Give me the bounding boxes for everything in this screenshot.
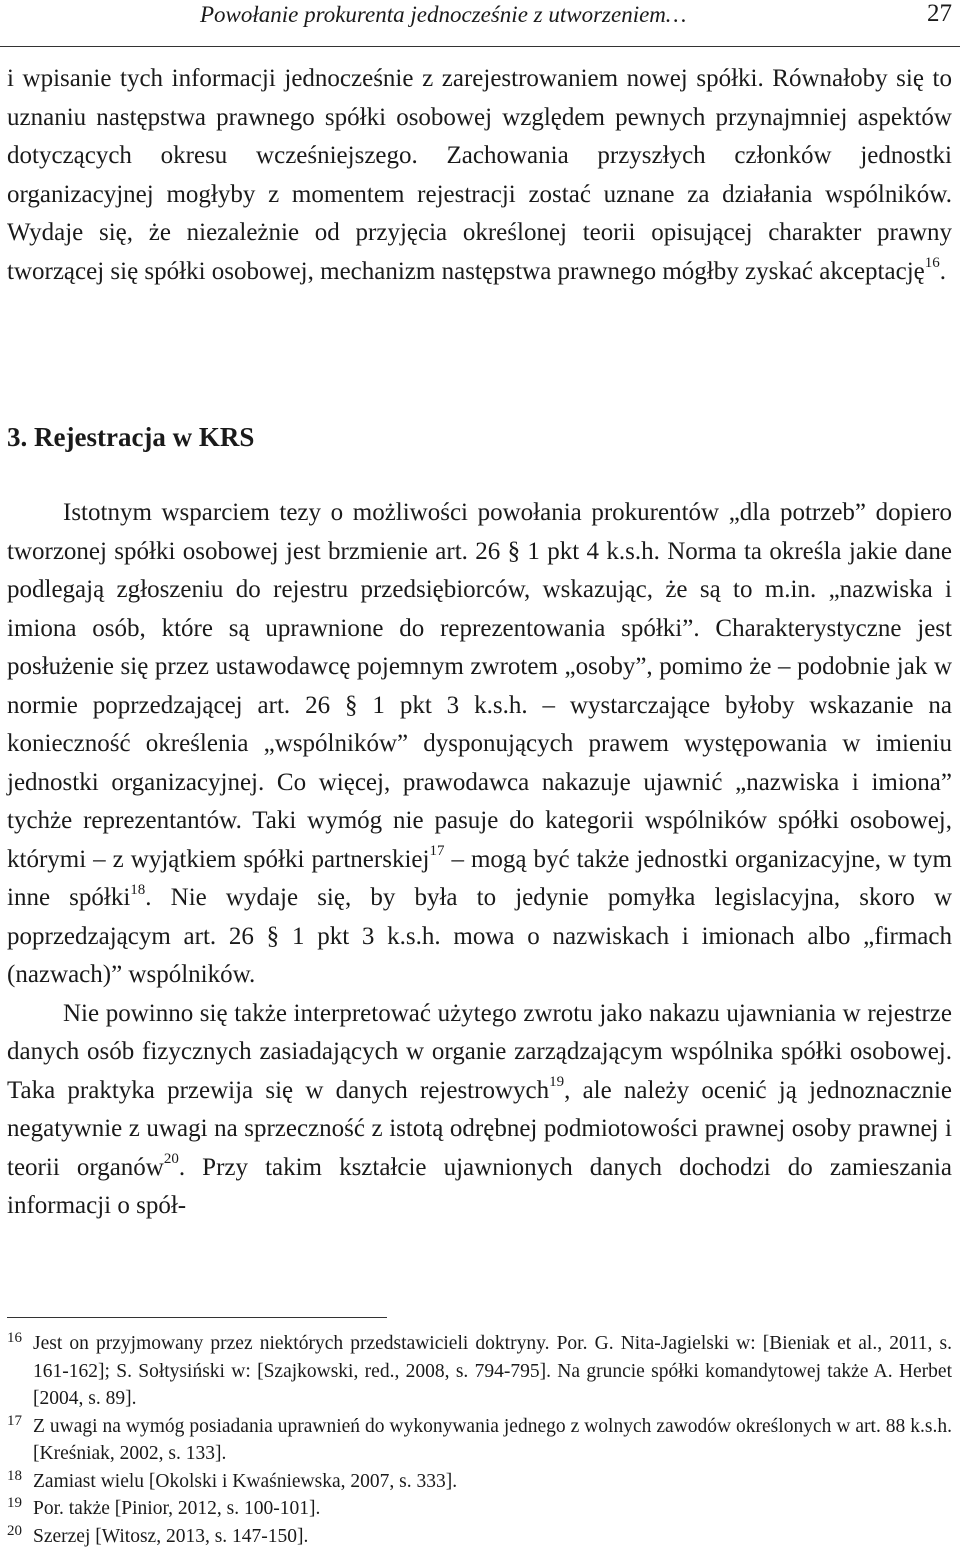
footnotes <box>7 1330 952 1550</box>
footnote-18 <box>7 1468 952 1496</box>
footnote-19 <box>7 1495 952 1523</box>
footnote-ref-16[interactable]: 16 <box>924 255 940 272</box>
paragraph-3-text-b: , ale należy ocenić ją jednoznacznie negatywnie z uwagi na sprzeczność z istotą odrębnej podmiotowości prawnej osoby prawnej i teorii organów <box>7 1076 952 1181</box>
paragraph-2-text-b: – mogą być także jednostki organizacyjne, w tym inne spółki <box>7 845 952 911</box>
page-number: 27 <box>927 0 952 27</box>
footnote-ref-19[interactable]: 19 <box>549 1074 565 1091</box>
paragraph-3-text-c: . Przy takim kształcie ujawnionych danych dochodzi do zamieszania informacji o spół- <box>7 1153 952 1219</box>
paragraph-3 <box>7 995 952 1226</box>
paragraph-continued <box>7 60 952 291</box>
footnote-text: Por. także [Pinior, 2012, s. 100-101]. <box>33 1498 321 1519</box>
footnote-number: 17 <box>7 1412 22 1429</box>
footnote-text: Jest on przyjmowany przez niektórych przedstawicieli doktryny. Por. G. Nita-Jagielski w: [Bieniak et al., 2011, s. 161-162]; S. Sołtysiński w: [Szajkowski, red., 2008, s. 794-795]. Na gruncie spółki komandytowej także A. Herbet [2004, s. 89]. <box>33 1333 952 1409</box>
paragraph-2-text-c: . Nie wydaje się, by była to jedynie pomyłka legislacyjna, skoro w poprzedzającym art. 26 § 1 pkt 3 k.s.h. mowa o nazwiskach i imionach albo „firmach (nazwach)” wspólników. <box>7 884 953 988</box>
section-heading: 3. Rejestracja w KRS <box>7 422 255 452</box>
paragraph-1-end: . <box>939 257 946 285</box>
footnote-number: 18 <box>7 1467 22 1484</box>
footnote-text: Z uwagi na wymóg posiadania uprawnień do wykonywania jednego z wolnych zawodów określonych w art. 88 k.s.h. [Kreśniak, 2002, s. 133]. <box>33 1415 952 1464</box>
footnote-ref-18[interactable]: 18 <box>130 881 146 898</box>
footnote-number: 19 <box>7 1495 22 1511</box>
paragraph-1-text: i wpisanie tych informacji jednocześnie z zarejestrowaniem nowej spółki. Równałoby się to uznaniu następstwa prawnego spółki osobowej względem pewnych przynajmniej aspektów dotyczących okresu wcześniejszego. Zachowania przyszłych członków jednostki organizacyjnej mogłyby z momentem rejestracji zostać uznane za działania wspólników. Wydaje się, że niezależnie od przyjęcia określonej teorii opisującej charakter prawny tworzącej się spółki osobowej, mechanizm następstwa prawnego mógłby zyskać akceptację <box>7 65 952 285</box>
footnote-20 <box>7 1523 952 1551</box>
section-body <box>7 494 952 1226</box>
footnote-number: 16 <box>7 1330 22 1346</box>
footnote-separator <box>7 1317 387 1318</box>
footnote-number: 20 <box>7 1522 22 1539</box>
footnote-17 <box>7 1413 952 1468</box>
paragraph-2 <box>7 494 952 995</box>
footnote-ref-17[interactable]: 17 <box>429 843 445 860</box>
footnote-ref-20[interactable]: 20 <box>163 1151 179 1168</box>
paragraph-2-text-a: Istotnym wsparciem tezy o możliwości powołania prokurentów „dla potrzeb” dopiero tworzonej spółki osobowej jest brzmienie art. 26 § 1 pkt 4 k.s.h. Norma ta określa jakie dane podlegają zgłoszeniu do rejestru przedsiębiorców, wskazując, że są to m.in. „nazwiska i imiona osób, które są uprawnione do reprezentowania spółki”. Charakterystyczne jest posłużenie się przez ustawodawcę pojemnym zwrotem „osoby”, pomimo że – podobnie jak w normie poprzedzającej art. 26 § 1 pkt 3 k.s.h. – wystarczające byłoby wskazanie na konieczność określenia „wspólników” dysponujących prawem występowania w imieniu jednostki organizacyjnej. Co więcej, prawodawca nakazuje ujawnić „nazwiska i imiona” tychże reprezentantów. Taki wymóg nie pasuje do kategorii wspólników spółki osobowej, którymi – z wyjątkiem spółki partnerskiej <box>7 499 952 873</box>
paragraph-1 <box>7 60 952 291</box>
paragraph-3-text-a: Nie powinno się także interpretować użytego zwrotu jako nakazu ujawniania w rejestrze danych osób fizycznych zasiadających w organie zarządzającym wspólnika spółki osobowej. Taka praktyka przewija się w danych rejestrowych <box>7 999 952 1104</box>
running-header <box>0 0 960 47</box>
running-title: Powołanie prokurenta jednocześnie z utworzeniem… <box>200 2 687 27</box>
footnote-text: Szerzej [Witosz, 2013, s. 147-150]. <box>33 1525 309 1547</box>
footnote-16 <box>7 1330 952 1413</box>
footnote-text: Zamiast wielu [Okolski i Kwaśniewska, 2007, s. 333]. <box>33 1470 458 1492</box>
